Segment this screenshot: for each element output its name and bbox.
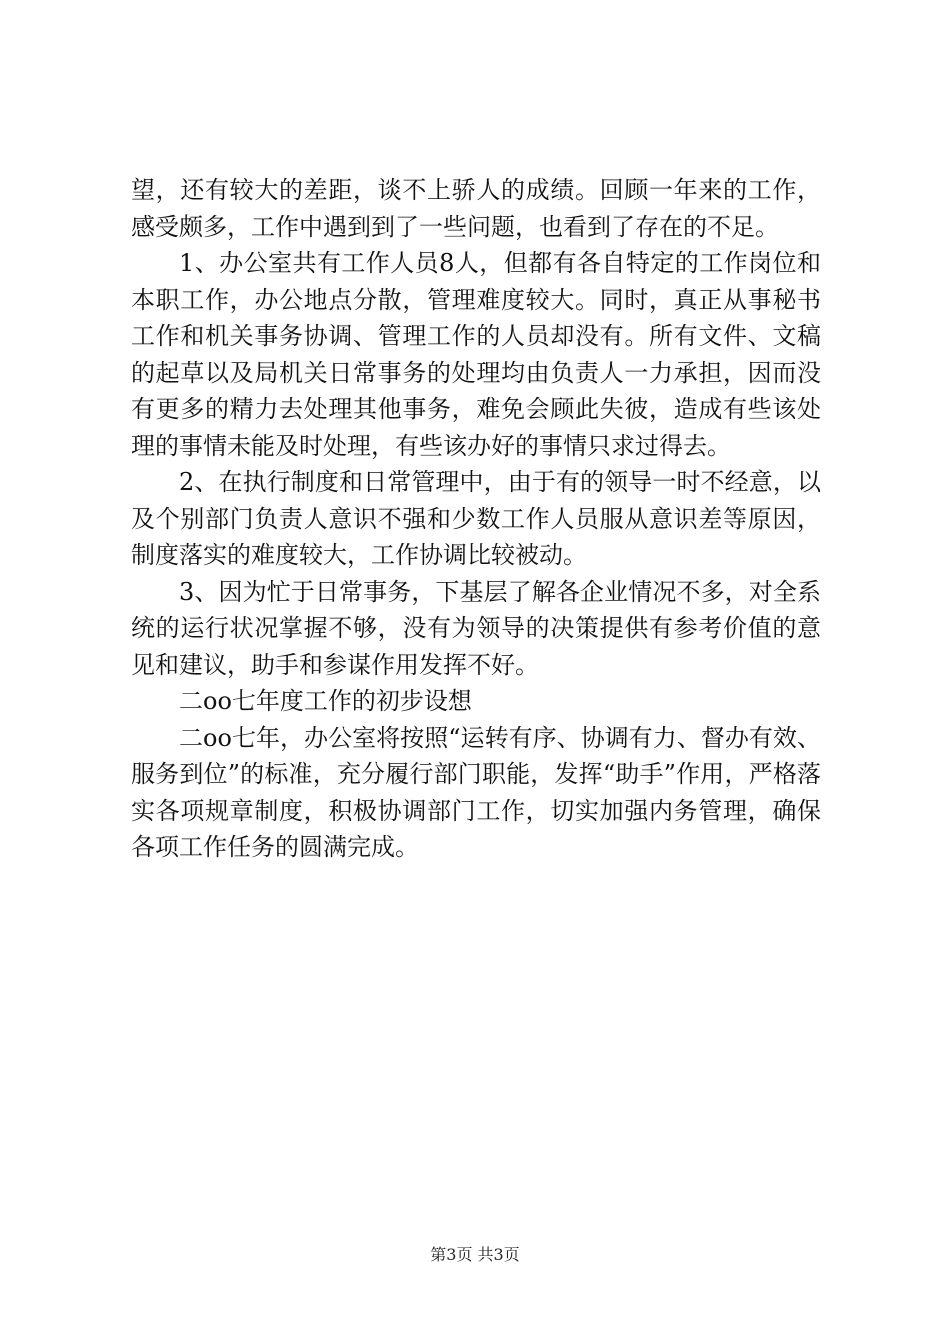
page-footer: 第3页 共3页	[430, 1245, 520, 1264]
paragraph-item-2: 2、在执行制度和日常管理中，由于有的领导一时不经意，以及个别部门负责人意识不强和少数工作人员服从意识差等原因，制度落实的难度较大，工作协调比较被动。	[131, 468, 821, 569]
paragraph-plan: 二oo七年，办公室将按照“运转有序、协调有力、督办有效、服务到位”的标准，充分履行部门职能，发挥“助手”作用，严格落实各项规章制度，积极协调部门工作，切实加强内务管理，确保各项工作任务的圆满完成。	[131, 723, 821, 861]
paragraph-item-1: 1、办公室共有工作人员8人，但都有各自特定的工作岗位和本职工作，办公地点分散，管理难度较大。同时，真正从事秘书工作和机关事务协调、管理工作的人员却没有。所有文件、文稿的起草以及局机关日常事务的处理均由负责人一力承担，因而没有更多的精力去处理其他事务，难免会顾此失彼，造成有些该处理的事情未能及时处理，有些该办好的事情只求过得去。	[131, 249, 821, 460]
paragraph-continuation: 望，还有较大的差距，谈不上骄人的成绩。回顾一年来的工作，感受颇多，工作中遇到到了一些问题，也看到了存在的不足。	[131, 176, 821, 241]
document-body	[131, 172, 821, 866]
paragraph-item-3: 3、因为忙于日常事务，下基层了解各企业情况不多，对全系统的运行状况掌握不够，没有为领导的决策提供有参考价值的意见和建议，助手和参谋作用发挥不好。	[131, 577, 821, 679]
section-heading: 二oo七年度工作的初步设想	[179, 687, 472, 715]
